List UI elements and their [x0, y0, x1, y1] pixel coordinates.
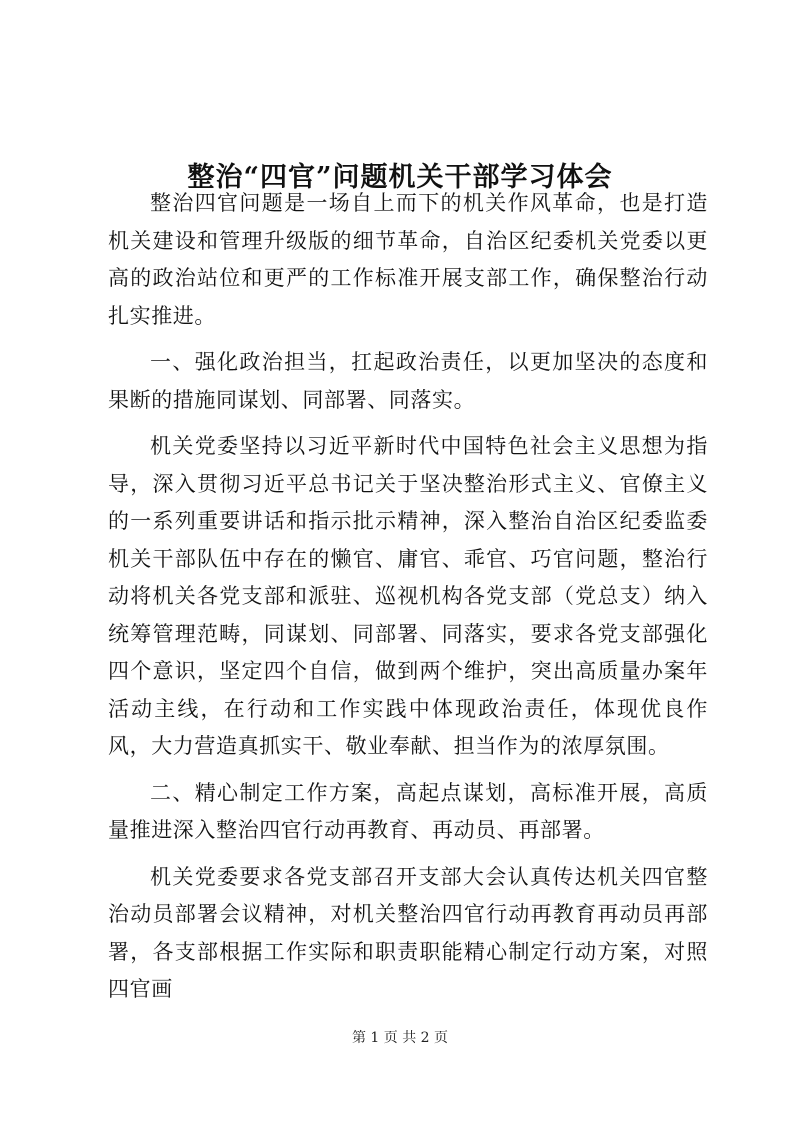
document-body [108, 185, 708, 1018]
page-title: 整治“四官”问题机关干部学习体会 [187, 162, 613, 194]
paragraph-heading-two: 二、精心制定工作方案，高起点谋划，高标准开展，高质量推进深入整治四官行动再教育、再动员、再部署。 [108, 780, 708, 842]
paragraph-section-one-body: 机关党委坚持以习近平新时代中国特色社会主义思想为指导，深入贯彻习近平总书记关于坚决整治形式主义、官僚主义的一系列重要讲话和指示批示精神，深入整治自治区纪委监委机关干部队伍中存在的懒官、庸官、乖官、巧官问题，整治行动将机关各党支部和派驻、巡视机构各党支部（党总支）纳入统筹管理范畴，同谋划、同部署、同落实，要求各党支部强化四个意识，坚定四个自信，做到两个维护，突出高质量办案年活动主线，在行动和工作实践中体现政治责任，体现优良作风，大力营造真抓实干、敬业奉献、担当作为的浓厚氛围。 [108, 434, 708, 758]
paragraph-heading-one: 一、强化政治担当，扛起政治责任，以更加坚决的态度和果断的措施同谋划、同部署、同落实。 [108, 350, 708, 412]
paragraph-section-two-body: 机关党委要求各党支部召开支部大会认真传达机关四官整治动员部署会议精神，对机关整治四官行动再教育再动员再部署，各支部根据工作实际和职责职能精心制定行动方案，对照四官画 [108, 864, 708, 1001]
paragraph-intro: 整治四官问题是一场自上而下的机关作风革命，也是打造机关建设和管理升级版的细节革命，自治区纪委机关党委以更高的政治站位和更严的工作标准开展支部工作，确保整治行动扎实推进。 [108, 191, 708, 328]
page-number-footer: 第 1 页 共 2 页 [351, 1030, 449, 1046]
